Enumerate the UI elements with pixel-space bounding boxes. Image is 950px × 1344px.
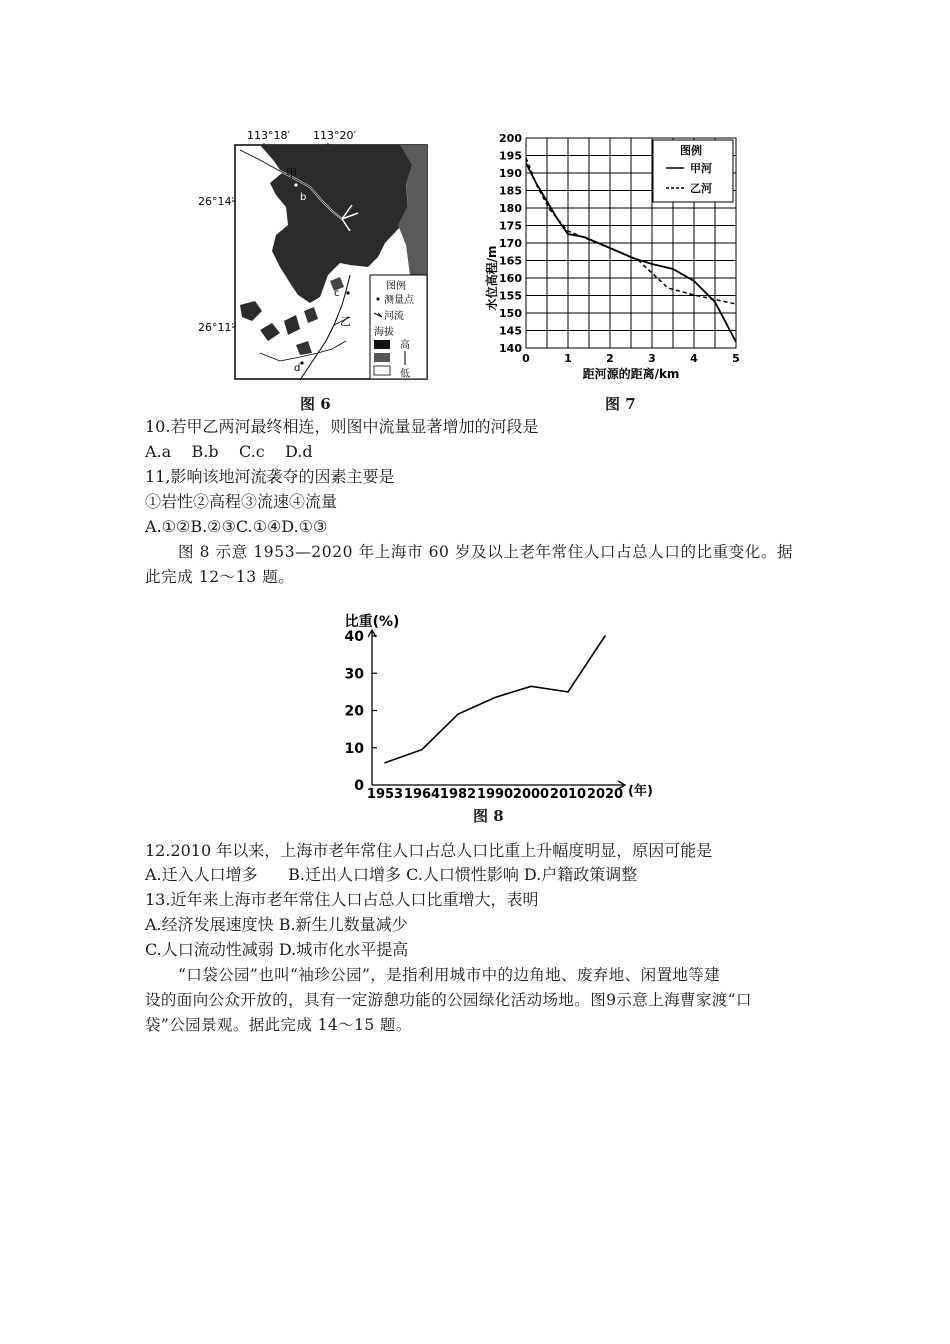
fig7-ylabel: 水位高程/m — [485, 245, 499, 311]
fig8-ytick-label: 40 — [344, 629, 364, 645]
fig8-series — [384, 635, 606, 763]
intro8-line2: 此完成 12～13 题。 — [145, 568, 295, 586]
point-d-label: d — [294, 363, 301, 374]
intro9-line3: 袋”公园景观。据此完成 14～15 题。 — [145, 1016, 412, 1034]
legend-elev-label: 海拔 — [374, 327, 394, 338]
fig7-xtick: 4 — [690, 352, 698, 365]
legend-swatch-low — [374, 366, 390, 375]
fig7-xtick: 3 — [648, 352, 656, 365]
q13-options-1: A.经济发展速度快 B.新生儿数量减少 — [145, 915, 408, 934]
lon-label-right: 113°20′ — [313, 129, 356, 142]
intro9-line2: 设的面向公众开放的，具有一定游憩功能的公园绿化活动场地。图9示意上海曹家渡“口 — [145, 991, 752, 1009]
fig7-ytick: 140 — [499, 342, 522, 355]
fig8-data-point — [530, 686, 532, 688]
fig7-yticks — [499, 132, 522, 355]
point-b-dot — [294, 183, 297, 186]
fig8-ytick-label: 30 — [344, 666, 364, 683]
q10-options: A.a B.b C.c D.d — [145, 442, 313, 461]
figure-7-chart — [478, 128, 756, 388]
fig8-xtick-label: 1964 — [403, 787, 441, 802]
legend-title: 图例 — [386, 281, 406, 292]
fig7-legend-yi: 乙河 — [690, 182, 712, 195]
fig7-ytick: 195 — [499, 149, 522, 163]
fig7-xtick: 2 — [606, 352, 614, 365]
river-jia-label: 甲 — [286, 167, 297, 180]
fig7-ytick: 145 — [499, 324, 522, 338]
q12-stem: 12.2010 年以来，上海市老年常住人口占总人口比重上升幅度明显，原因可能是 — [145, 841, 713, 860]
intro8-line1: 图 8 示意 1953—2020 年上海市 60 岁及以上老年常住人口占总人口的比重变化。据 — [178, 543, 794, 561]
legend-point-icon — [377, 298, 380, 301]
fig8-ytick-label: 10 — [344, 740, 364, 757]
point-a-label: a — [266, 174, 273, 185]
legend-low: 低 — [400, 369, 410, 380]
fig8-axes — [368, 630, 625, 789]
fig8-data-point — [604, 635, 606, 637]
point-c-dot — [346, 291, 349, 294]
legend-high: 高 — [400, 340, 410, 351]
fig7-xticks — [522, 352, 740, 365]
q10-stem: 10.若甲乙两河最终相连，则图中流量显著增加的河段是 — [145, 417, 539, 436]
q11-items: ①岩性②高程③流速④流量 — [145, 492, 338, 511]
fig8-xtick-label: 1982 — [439, 787, 477, 802]
figure-6-map — [200, 125, 440, 385]
fig8-data-point — [457, 713, 459, 715]
fig7-ytick: 180 — [499, 202, 522, 215]
fig7-ytick: 170 — [499, 237, 522, 250]
fig7-ytick: 185 — [499, 184, 522, 198]
legend-swatch-high — [374, 340, 390, 349]
fig7-ytick: 175 — [499, 219, 522, 233]
fig8-xtick-label: 2020 — [586, 787, 624, 802]
fig8-xtick-label: 2000 — [512, 787, 550, 802]
fig8-xtick-label: 1990 — [476, 787, 514, 802]
fig7-xlabel: 距河源的距离/km — [582, 367, 680, 381]
figure-8-chart — [330, 600, 653, 830]
fig8-data-point — [494, 697, 496, 699]
fig7-ytick: 150 — [499, 307, 522, 320]
fig8-tick-labels — [345, 629, 624, 802]
fig7-ytick: 165 — [499, 254, 522, 268]
fig8-x-unit: (年) — [628, 784, 653, 799]
fig8-ytick-label: 0 — [354, 778, 364, 794]
point-d-dot — [300, 361, 303, 364]
lat-label-bottom: 26°11′ — [198, 321, 234, 334]
fig7-legend-jia: 甲河 — [690, 162, 712, 175]
map-legend — [370, 275, 427, 380]
q12-options: A.迁入人口增多 B.迁出人口增多 C.人口惯性影响 D.户籍政策调整 — [145, 865, 638, 884]
fig8-xtick-label: 1953 — [366, 787, 404, 802]
fig7-ytick: 200 — [499, 132, 522, 145]
figure-6-caption: 图 6 — [300, 395, 331, 413]
fig7-xtick: 1 — [564, 352, 572, 365]
fig7-ytick: 190 — [499, 167, 522, 180]
fig8-ylabel: 比重(%) — [344, 614, 400, 630]
lat-label-top: 26°14′ — [198, 195, 234, 208]
q11-stem: 11,影响该地河流袭夺的因素主要是 — [145, 467, 395, 486]
fig8-data-point — [567, 691, 569, 693]
fig8-xtick-label: 2010 — [549, 787, 587, 802]
fig8-series-line — [385, 636, 605, 763]
point-b-label: b — [300, 192, 307, 203]
q13-stem: 13.近年来上海市老年常住人口占总人口比重增大，表明 — [145, 890, 539, 909]
fig7-legend-title: 图例 — [680, 144, 702, 157]
fig7-xtick: 0 — [522, 352, 530, 365]
fig7-xtick: 5 — [732, 352, 740, 365]
fig8-data-point — [384, 762, 386, 764]
figure-7-caption: 图 7 — [605, 395, 636, 413]
river-yi-label: 乙 — [340, 315, 351, 328]
intro9-line1: “口袋公园”也叫“袖珍公园”，是指利用城市中的边角地、废弃地、闲置地等建 — [178, 966, 721, 984]
lon-label-left: 113°18′ — [247, 129, 290, 142]
legend-swatch-mid — [374, 353, 390, 362]
fig8-ytick-label: 20 — [344, 703, 364, 720]
legend-point-label: 测量点 — [384, 295, 414, 306]
fig7-ytick: 160 — [499, 272, 522, 285]
fig8-data-point — [421, 749, 423, 751]
fig7-ytick: 155 — [499, 289, 522, 303]
figure-8-caption: 图 8 — [473, 807, 504, 825]
point-c-label: c — [334, 288, 340, 299]
q13-options-2: C.人口流动性减弱 D.城市化水平提高 — [145, 940, 409, 959]
q11-options: A.①②B.②③C.①④D.①③ — [145, 517, 328, 536]
legend-river-label: 河流 — [384, 311, 404, 322]
